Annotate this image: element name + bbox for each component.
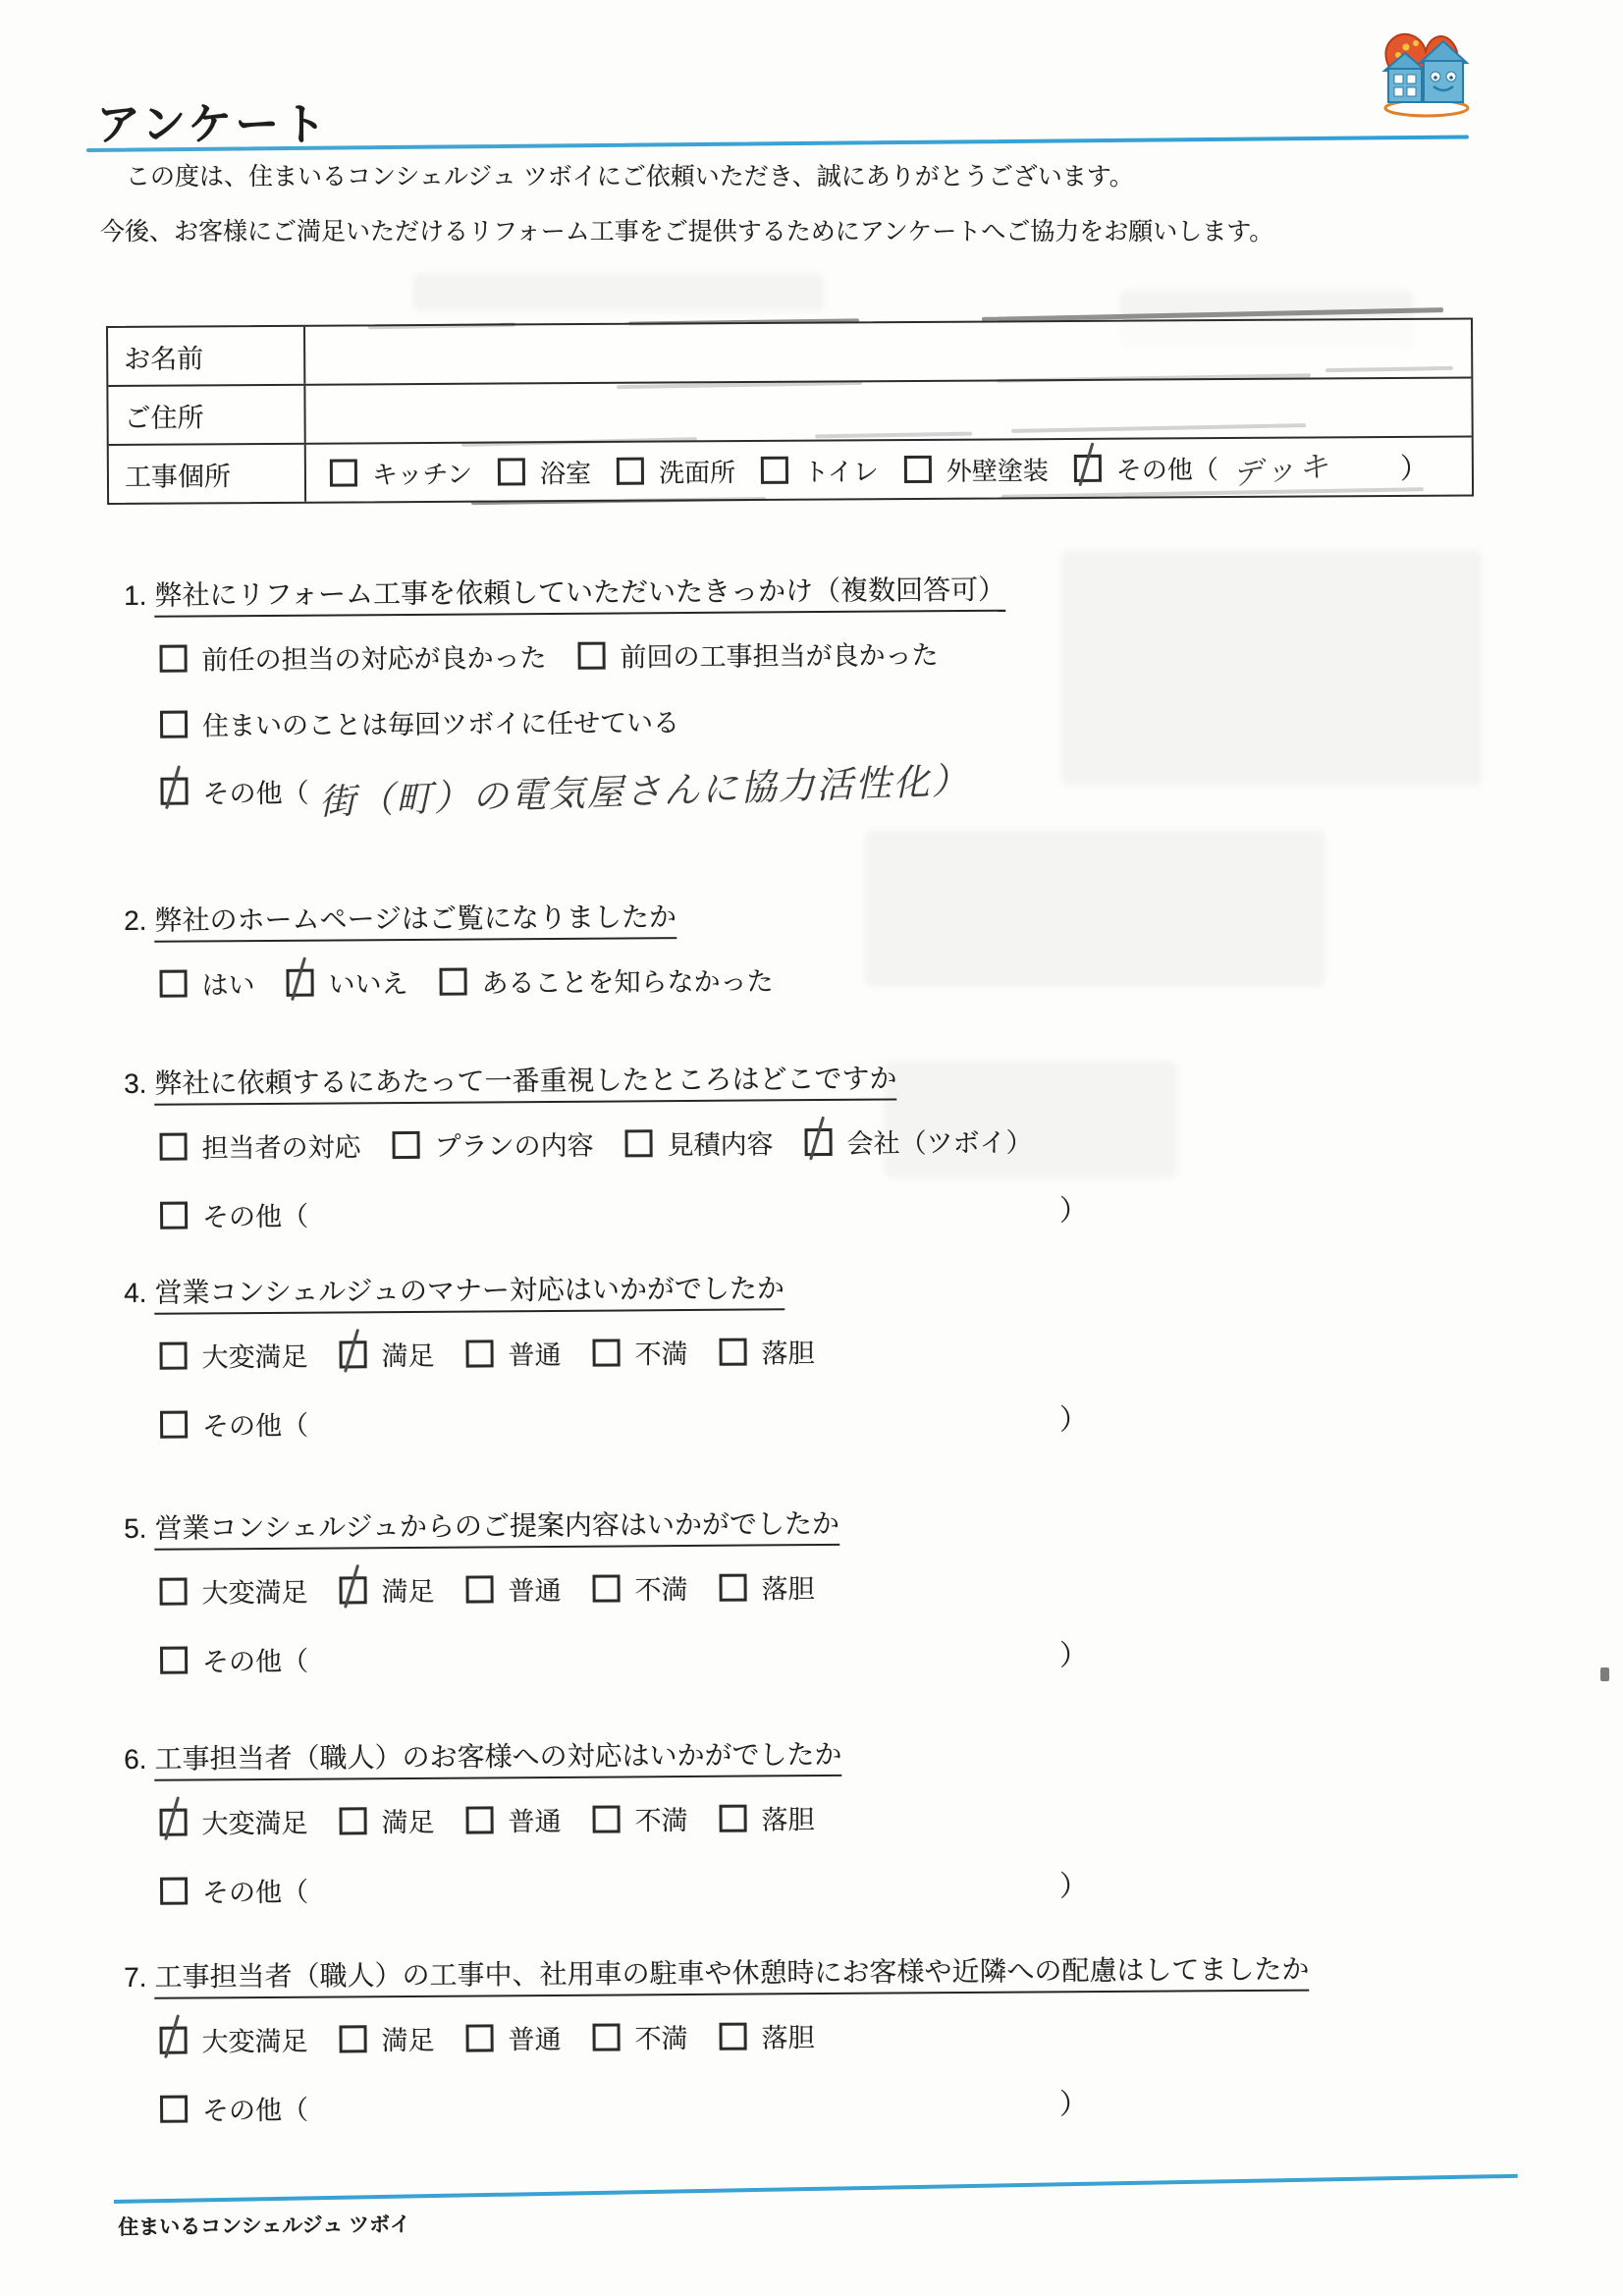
work-location-label: 工事個所 — [109, 445, 306, 503]
heart-dot — [1413, 40, 1419, 46]
option-label: 大変満足 — [201, 1577, 308, 1609]
checkbox-icon[interactable] — [159, 1132, 187, 1160]
q7-option-disappointed[interactable] — [719, 2016, 814, 2055]
option-label: 落胆 — [761, 1805, 815, 1835]
option-label: 大変満足 — [201, 2026, 308, 2057]
question-title: 営業コンシェルジュからのご提案内容はいかがでしたか — [154, 1508, 839, 1551]
checkbox-icon[interactable] — [159, 969, 187, 997]
options-row — [160, 1633, 1088, 1680]
question-2 — [124, 895, 805, 1003]
q6-option-disappointed[interactable] — [719, 1798, 814, 1837]
house-heart-logo — [1373, 22, 1479, 120]
q4-option-disappointed[interactable] — [719, 1332, 814, 1371]
q4-option-normal[interactable] — [465, 1334, 561, 1373]
question-number: 1. — [124, 579, 147, 611]
option-label: 前回の工事担当が良かった — [620, 640, 939, 673]
checkbox-icon[interactable] — [592, 1574, 620, 1602]
scan-artifact — [1060, 550, 1483, 786]
option-label: 満足 — [381, 1576, 435, 1608]
window-icon — [1394, 75, 1403, 83]
question-heading — [124, 1501, 1087, 1547]
question-6 — [124, 1731, 1088, 1911]
blank-space — [340, 1418, 1059, 1423]
checkbox-icon[interactable] — [159, 1808, 187, 1835]
option-label: 不満 — [634, 1805, 688, 1836]
checkbox-icon[interactable] — [465, 2024, 493, 2051]
question-number: 3. — [124, 1067, 147, 1099]
option-label: 落胆 — [761, 1339, 815, 1369]
checkbox-icon[interactable] — [439, 967, 466, 995]
checkbox-icon[interactable] — [392, 1130, 419, 1158]
checkbox-icon[interactable] — [465, 1339, 493, 1367]
option-label: キッチン — [371, 459, 473, 489]
q7-option-dissatisfied[interactable] — [592, 2017, 687, 2056]
question-number: 4. — [124, 1277, 147, 1308]
checkbox-icon[interactable] — [160, 1201, 188, 1229]
checkbox-icon[interactable] — [159, 2026, 187, 2053]
q5-option-other[interactable] — [160, 1640, 308, 1679]
q3-option-estimate[interactable] — [624, 1122, 773, 1162]
question-number: 5. — [124, 1512, 147, 1544]
q3-option-staff-response[interactable] — [159, 1125, 360, 1165]
checkbox-icon[interactable] — [160, 710, 188, 738]
work-option-bathroom[interactable] — [498, 453, 591, 490]
option-label: 落胆 — [761, 1574, 815, 1605]
company-logo — [1373, 22, 1479, 120]
scan-artifact — [1600, 1667, 1609, 1681]
checkbox-icon[interactable] — [592, 2023, 620, 2050]
blank-space — [340, 2103, 1059, 2107]
q6-option-satisfied[interactable] — [339, 1801, 434, 1840]
close-paren: ） — [1399, 453, 1430, 485]
options-row — [160, 699, 1006, 743]
option-label: プランの内容 — [434, 1130, 594, 1162]
question-3 — [124, 1056, 1088, 1235]
question-number: 6. — [124, 1743, 147, 1775]
q3-option-plan-content[interactable] — [392, 1124, 593, 1164]
q5-option-disappointed[interactable] — [719, 1567, 814, 1607]
option-label: はい — [201, 970, 255, 1001]
question-4 — [124, 1265, 1088, 1445]
options-row — [160, 1397, 1088, 1445]
handwriting-deck: デッキ — [1230, 450, 1333, 492]
question-title: 工事担当者（職人）の工事中、社用車の駐車や休憩時にお客様や近隣への配慮はしてましたか — [154, 1954, 1309, 1999]
option-label: その他（ — [201, 1201, 309, 1232]
q5-option-normal[interactable] — [465, 1569, 561, 1609]
q2-option-did-not-know[interactable] — [439, 959, 773, 1000]
left-house — [1388, 69, 1422, 102]
heart-dot — [1403, 44, 1410, 51]
checkbox-icon[interactable] — [159, 1577, 187, 1605]
q5-option-satisfied[interactable] — [339, 1570, 434, 1610]
question-title: 弊社にリフォーム工事を依頼していただいたきっかけ（複数回答可） — [154, 574, 1005, 618]
checkbox-icon[interactable] — [592, 1805, 620, 1832]
checkbox-icon[interactable] — [1074, 455, 1102, 482]
q2-option-yes[interactable] — [159, 963, 254, 1003]
checkbox-icon[interactable] — [465, 1806, 493, 1833]
checkbox-icon[interactable] — [719, 1573, 746, 1601]
option-label: その他（ — [201, 1877, 309, 1908]
option-label: 外壁塗装 — [946, 455, 1049, 486]
option-label: その他（ — [201, 1646, 309, 1677]
work-option-toilet[interactable] — [761, 452, 879, 489]
option-label: 普通 — [508, 1575, 562, 1607]
options-row — [159, 959, 804, 1003]
option-label: 浴室 — [540, 458, 592, 488]
option-label: その他（ — [1115, 454, 1218, 485]
option-label: 担当者の対応 — [201, 1132, 361, 1164]
work-option-kitchen[interactable] — [330, 454, 472, 491]
close-paren: ） — [1058, 2089, 1089, 2121]
options-row — [159, 2013, 1310, 2059]
q3-option-other[interactable] — [160, 1195, 308, 1234]
close-paren: ） — [1058, 1195, 1089, 1228]
work-location-options — [306, 438, 1472, 502]
q7-option-very-satisfied[interactable] — [159, 2020, 307, 2059]
options-row — [159, 1121, 1087, 1166]
option-label: トイレ — [803, 456, 879, 487]
address-field[interactable] — [305, 379, 1471, 443]
option-label: その他（ — [202, 778, 309, 808]
checkbox-icon[interactable] — [804, 1127, 832, 1155]
q5-option-dissatisfied[interactable] — [592, 1568, 687, 1608]
question-5 — [124, 1501, 1088, 1680]
checkbox-icon[interactable] — [624, 1129, 652, 1157]
blank-space — [340, 1209, 1059, 1214]
checkbox-icon[interactable] — [719, 1338, 746, 1365]
checkbox-icon[interactable] — [160, 1410, 188, 1438]
options-row — [159, 633, 1005, 678]
option-label: 普通 — [508, 2024, 562, 2055]
address-row — [108, 377, 1471, 444]
options-row — [159, 1565, 1087, 1611]
intro-line-2: 今後、お客様にご満足いただけるリフォーム工事をご提供するためにアンケートへご協力をお願いします。 — [100, 218, 1274, 246]
question-title: 弊社のホームページはご覧になりましたか — [154, 902, 676, 943]
question-heading — [124, 1948, 1310, 1995]
blank-space — [340, 1654, 1059, 1659]
intro-line-1: この度は、住まいるコンシェルジュ ツボイにご依頼いただき、誠にありがとうございます。 — [126, 163, 1134, 191]
question-heading — [124, 1056, 1087, 1102]
option-label: 満足 — [381, 1340, 435, 1372]
checkbox-icon[interactable] — [719, 1804, 746, 1831]
option-label: 普通 — [508, 1339, 562, 1371]
q7-option-other[interactable] — [160, 2089, 308, 2128]
options-row — [159, 1796, 1087, 1841]
checkbox-icon[interactable] — [498, 458, 525, 485]
name-label: お名前 — [108, 327, 305, 385]
q1-option-previous-rep[interactable] — [159, 636, 546, 678]
option-label: 大変満足 — [201, 1341, 308, 1373]
checkbox-icon[interactable] — [159, 1341, 187, 1369]
checkbox-icon[interactable] — [286, 968, 313, 996]
q2-option-no[interactable] — [286, 962, 407, 1002]
footer-rule — [114, 2174, 1518, 2204]
checkbox-icon[interactable] — [339, 2025, 366, 2052]
footer-company-name: 住まいるコンシェルジュ ツボイ — [118, 2213, 411, 2239]
checkbox-icon[interactable] — [160, 778, 188, 805]
options-row — [160, 2082, 1088, 2129]
checkbox-icon[interactable] — [719, 2022, 746, 2050]
checkbox-icon[interactable] — [330, 459, 357, 486]
question-heading — [124, 1731, 1087, 1777]
right-house — [1424, 61, 1463, 102]
option-label: 普通 — [508, 1806, 562, 1837]
handwriting-other-reason: 街（町）の電気屋さんに協力活性化） — [318, 760, 971, 823]
q7-option-satisfied[interactable] — [339, 2019, 434, 2058]
options-row — [160, 759, 1006, 823]
option-label: 大変満足 — [201, 1808, 308, 1839]
checkbox-icon[interactable] — [339, 1807, 366, 1834]
option-label: いいえ — [328, 968, 408, 1000]
option-label: 会社（ツボイ） — [846, 1127, 1033, 1159]
option-label: 不満 — [634, 1339, 688, 1370]
scan-artifact — [864, 830, 1325, 987]
q6-option-dissatisfied[interactable] — [592, 1799, 687, 1838]
q1-option-always-tsuboi[interactable] — [160, 701, 679, 743]
work-option-other[interactable] — [1074, 445, 1446, 490]
q7-option-normal[interactable] — [465, 2018, 561, 2057]
address-label: ご住所 — [108, 386, 305, 444]
question-heading — [124, 1265, 1087, 1311]
option-label: その他（ — [201, 1410, 309, 1442]
q4-option-dissatisfied[interactable] — [592, 1333, 687, 1372]
window-icon — [1407, 87, 1416, 96]
checkbox-icon[interactable] — [160, 1646, 188, 1673]
checkbox-icon[interactable] — [339, 1340, 366, 1368]
option-label: 住まいのことは毎回ツボイに任せている — [201, 708, 680, 741]
option-label: あることを知らなかった — [481, 966, 774, 999]
question-number: 2. — [124, 904, 147, 936]
work-option-exterior-paint[interactable] — [904, 451, 1049, 488]
work-location-row — [109, 436, 1472, 503]
checkbox-icon[interactable] — [617, 458, 644, 485]
close-paren: ） — [1058, 1404, 1089, 1437]
face-pupil — [1449, 76, 1453, 80]
q3-option-company[interactable] — [804, 1121, 1032, 1162]
checkbox-icon[interactable] — [339, 1576, 366, 1604]
option-label: 落胆 — [761, 2023, 815, 2053]
options-row — [159, 1330, 1087, 1375]
option-label: 満足 — [381, 1807, 435, 1838]
window-icon — [1394, 87, 1403, 96]
question-heading — [124, 569, 1005, 614]
question-title: 工事担当者（職人）のお客様への対応はいかがでしたか — [154, 1739, 841, 1781]
question-heading — [124, 895, 804, 939]
question-1 — [124, 569, 1007, 823]
name-row — [108, 320, 1471, 385]
q4-option-satisfied[interactable] — [339, 1335, 434, 1374]
options-row — [160, 1864, 1088, 1911]
question-title: 弊社に依頼するにあたって一番重視したところはどこですか — [154, 1064, 896, 1106]
question-title: 営業コンシェルジュのマナー対応はいかがでしたか — [154, 1273, 784, 1314]
name-field[interactable] — [305, 320, 1471, 384]
checkbox-icon[interactable] — [904, 456, 932, 483]
window-icon — [1407, 75, 1416, 83]
q6-option-very-satisfied[interactable] — [159, 1802, 307, 1841]
page-title: アンケート — [96, 99, 330, 149]
option-label: 不満 — [634, 1574, 688, 1606]
face-pupil — [1434, 76, 1437, 80]
options-row — [160, 1188, 1088, 1235]
checkbox-icon[interactable] — [159, 644, 187, 672]
close-paren: ） — [1058, 1640, 1089, 1672]
checkbox-icon[interactable] — [160, 1877, 188, 1904]
checkbox-icon[interactable] — [465, 1575, 493, 1603]
option-label: 満足 — [381, 2025, 435, 2056]
q5-option-very-satisfied[interactable] — [159, 1571, 307, 1611]
question-7 — [124, 1948, 1311, 2129]
option-label: 洗面所 — [659, 457, 736, 488]
q6-option-other[interactable] — [160, 1871, 308, 1910]
option-label: 不満 — [634, 2023, 688, 2054]
work-option-washroom[interactable] — [617, 453, 735, 490]
close-paren: ） — [1058, 1871, 1089, 1903]
checkbox-icon[interactable] — [160, 2095, 188, 2122]
q1-option-other[interactable] — [160, 759, 971, 823]
checkbox-icon[interactable] — [761, 457, 788, 484]
q1-option-previous-work[interactable] — [577, 633, 938, 675]
question-number: 7. — [124, 1961, 147, 1993]
q4-option-very-satisfied[interactable] — [159, 1336, 307, 1375]
option-label: 前任の担当の対応が良かった — [201, 642, 547, 676]
customer-info-table — [106, 317, 1474, 504]
scan-artifact — [412, 273, 825, 312]
checkbox-icon[interactable] — [577, 641, 605, 669]
option-label: その他（ — [201, 2095, 309, 2126]
q4-option-other[interactable] — [160, 1404, 308, 1444]
option-label: 見積内容 — [667, 1129, 774, 1161]
blank-space — [340, 1885, 1059, 1889]
q6-option-normal[interactable] — [465, 1800, 561, 1839]
checkbox-icon[interactable] — [592, 1339, 620, 1366]
